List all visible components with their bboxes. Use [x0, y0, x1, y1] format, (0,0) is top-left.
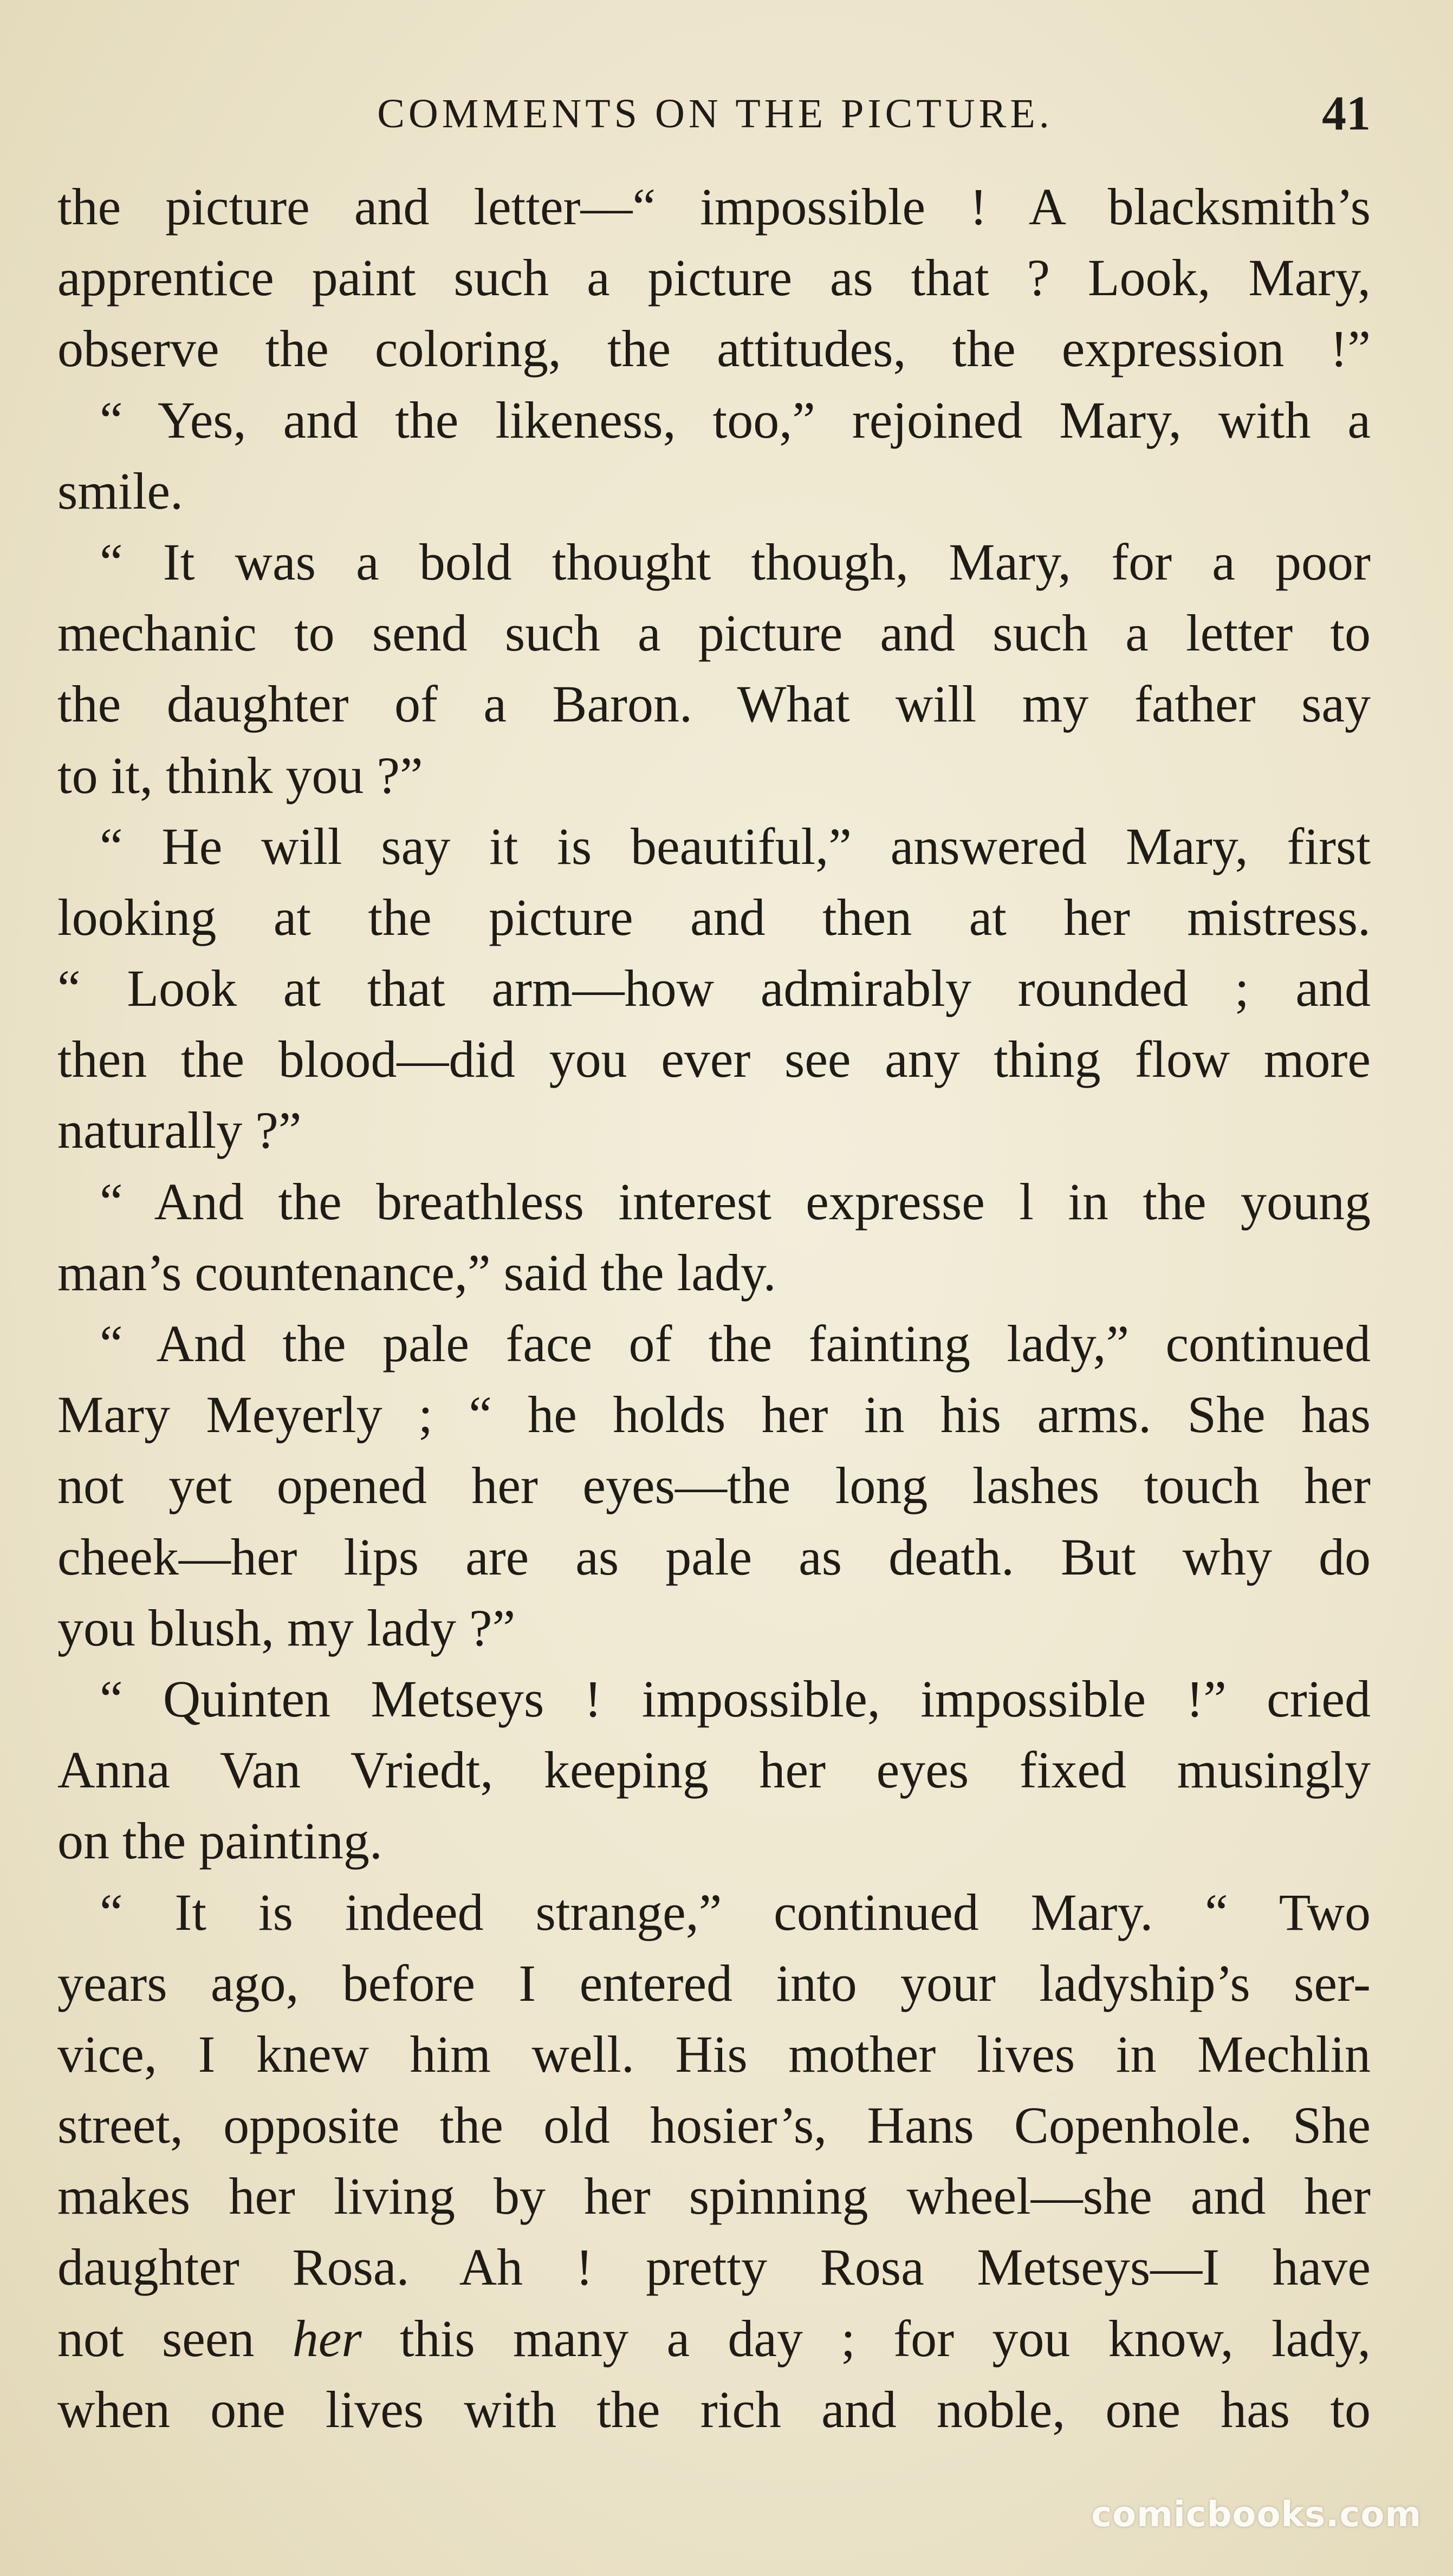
text-run: not seen [57, 2309, 293, 2367]
text-line: makes her living by her spinning wheel—she and her [57, 2167, 1371, 2226]
text-line: street, opposite the old hosier’s, Hans Copenhole. She [57, 2096, 1371, 2155]
text-line: vice, I knew him well. His mother lives in Mechlin [57, 2025, 1371, 2083]
text-line: apprentice paint such a picture as that ? Look, Mary, [57, 249, 1371, 307]
text-line: you blush, my lady ?” [57, 1598, 516, 1657]
text-line: “ It is indeed strange,” continued Mary. “ Two [100, 1883, 1371, 1941]
text-line: looking at the picture and then at her mistress. [57, 888, 1371, 946]
text-run: this many a day ; for you know, lady, [361, 2309, 1371, 2367]
text-line: then the blood—did you ever see any thing flow more [57, 1030, 1371, 1089]
body-text [57, 171, 1371, 2445]
text-line: cheek—her lips are as pale as death. But why do [57, 1527, 1371, 1586]
running-title: COMMENTS ON THE PICTURE. [377, 91, 1053, 136]
text-line: when one lives with the rich and noble, one has to [57, 2380, 1371, 2438]
text-line: years ago, before I entered into your ladyship’s ser- [57, 1954, 1371, 2012]
text-line: “ He will say it is beautiful,” answered Mary, first [100, 817, 1371, 875]
text-line: Mary Meyerly ; “ he holds her in his arms. She has [57, 1385, 1371, 1444]
text-line: not yet opened her eyes—the long lashes touch her [57, 1456, 1371, 1515]
text-line: Anna Van Vriedt, keeping her eyes fixed musingly [57, 1741, 1371, 1799]
text-line: naturally ?” [57, 1101, 302, 1160]
text-line: observe the coloring, the attitudes, the expression !” [57, 320, 1371, 378]
text-line: man’s countenance,” said the lady. [57, 1243, 776, 1302]
text-line: to it, think you ?” [57, 746, 423, 804]
text-line: smile. [57, 461, 183, 520]
text-line: “ And the pale face of the fainting lady,” continued [100, 1315, 1371, 1372]
text-line: “ And the breathless interest expresse l in the young [100, 1172, 1371, 1231]
text-line: “ Yes, and the likeness, too,” rejoined Mary, with a [100, 391, 1371, 449]
text-line [57, 2303, 1371, 2374]
text-line: the daughter of a Baron. What will my father say [57, 675, 1371, 733]
italic-word: her [292, 2309, 362, 2367]
text-line: the picture and letter—“ impossible ! A blacksmith’s [57, 178, 1371, 236]
text-line: on the painting. [57, 1812, 382, 1870]
text-line: “ Look at that arm—how admirably rounded ; and [57, 959, 1371, 1018]
text-line: mechanic to send such a picture and such a letter to [57, 604, 1371, 662]
page-number: 41 [1322, 87, 1371, 140]
running-head [60, 81, 1371, 146]
text-line: daughter Rosa. Ah ! pretty Rosa Metseys—I have [57, 2238, 1371, 2297]
text-line: “ It was a bold thought though, Mary, for a poor [100, 532, 1371, 591]
watermark: comicbooks.com [1091, 2495, 1422, 2535]
text-line: “ Quinten Metseys ! impossible, impossible !” cried [100, 1669, 1371, 1728]
